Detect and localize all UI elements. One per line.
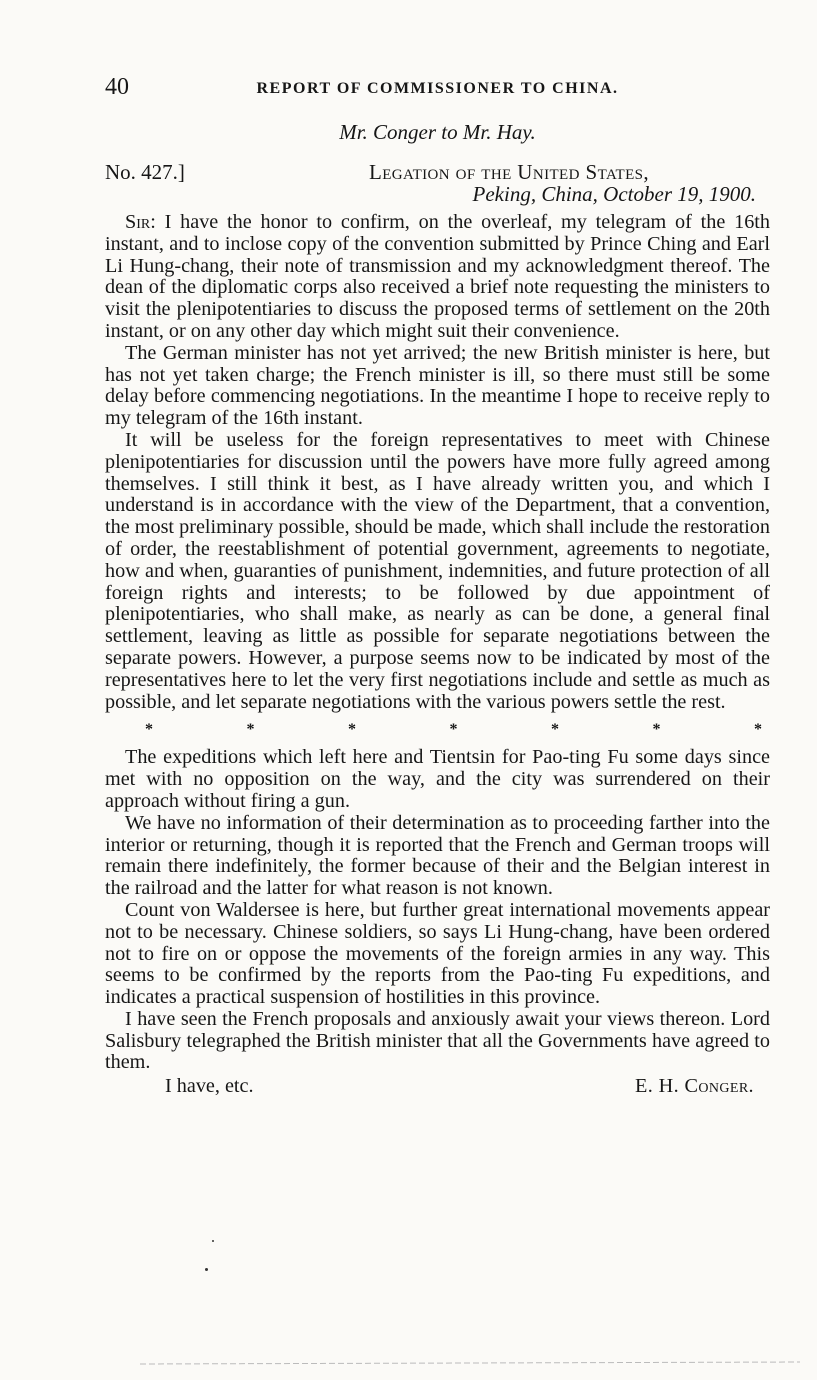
legation-line: Legation of the United States, xyxy=(369,160,650,184)
signature: E. H. Conger. xyxy=(634,1075,754,1098)
place-date: Peking, China, October 19, 1900. xyxy=(472,182,756,206)
paragraph-5: We have no information of their determination as to proceeding farther into the interior or returning, though it is reported that the French and German troops will remain there indefinitely, the former because of their and the Belgian interest in the railroad and the latter for what reason is not known. xyxy=(105,811,770,900)
document-number: No. 427.] xyxy=(105,160,185,184)
running-title: REPORT OF COMMISSIONER TO CHINA. xyxy=(256,80,619,97)
paragraph-1 xyxy=(105,212,770,343)
closing-line xyxy=(105,1074,770,1098)
paragraph-1-text: I have the honor to confirm, on the overleaf, my telegram of the 16th instant, and to inclose copy of the convention submitted by Prince Ching and Earl Li Hung-chang, their note of transmission and my acknowledgment thereof. The dean of the diplomatic corps also received a brief note requesting the ministers to visit the plenipotentiaries to discuss the proposed terms of settlement on the 20th instant, or on any other day which might suit their convenience. xyxy=(105,211,770,342)
ink-speck xyxy=(205,1268,208,1271)
letter-meta xyxy=(105,160,770,210)
complimentary-close: I have, etc. xyxy=(165,1075,254,1098)
paragraph-4: The expeditions which left here and Tientsin for Pao-ting Fu some days since met with no opposition on the way, and the city was surrendered on their approach without firing a gun. xyxy=(105,746,770,812)
star: * xyxy=(449,721,458,739)
salutation: Sir: xyxy=(125,211,156,233)
page-edge-mark xyxy=(0,1350,817,1380)
paragraph-7: I have seen the French proposals and anxiously await your views thereon. Lord Salisbury telegraphed the British minister that all the Governments have agreed to them. xyxy=(105,1007,770,1074)
star: * xyxy=(754,721,762,739)
letter-body xyxy=(105,212,770,1098)
star: * xyxy=(145,721,153,739)
letter-heading: Mr. Conger to Mr. Hay. xyxy=(339,120,536,144)
ellipsis-stars xyxy=(105,713,770,747)
star: * xyxy=(652,721,661,739)
paragraph-2: The German minister has not yet arrived; the new British minister is here, but has not yet taken charge; the French minister is ill, so there must still be some delay before commencing negotiations. In the meantime I hope to receive reply to my telegram of the 16th instant. xyxy=(105,341,770,430)
paragraph-3: It will be useless for the foreign representatives to meet with Chinese plenipotentiaries for discussion until the powers have more fully agreed among themselves. I still think it best, as I have already written you, and which I understand is in accordance with the view of the Department, that a convention, the most preliminary possible, should be made, which shall include the restoration of order, the reestablishment of potential government, agreements to negotiate, how and when, guaranties of punishment, indemnities, and future protection of all foreign rights and interests; to be followed by due appointment of plenipotentiaries, who shall make, as nearly as can be done, a general final settlement, leaving as little as possible for separate negotiations between the separate powers. However, a purpose seems now to be indicated by most of the representatives here to let the very first negotiations include and settle as much as possible, and let separate negotiations with the various powers settle the rest. xyxy=(105,428,770,713)
paragraph-6: Count von Waldersee is here, but further great international movements appear not to be necessary. Chinese soldiers, so says Li Hung-chang, have been ordered not to fire on or oppose the movements of the foreign armies in any way. This seems to be confirmed by the reports from the Pao-ting Fu expeditions, and indicates a practical suspension of hostilities in this province. xyxy=(105,898,770,1009)
star: * xyxy=(246,721,255,739)
star: * xyxy=(348,721,356,739)
ink-speck xyxy=(212,1240,214,1242)
page-number: 40 xyxy=(105,74,129,100)
star: * xyxy=(551,721,559,739)
running-header xyxy=(105,74,770,102)
